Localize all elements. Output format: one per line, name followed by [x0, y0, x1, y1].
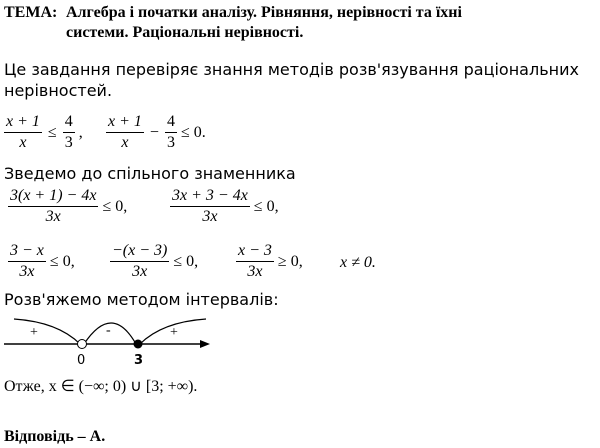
- inequality-moved: $\frac{x + 1}{x}$ − $\frac{4}{3}$ ≤ 0.: [108, 113, 206, 151]
- sign-arc-left: [14, 319, 80, 344]
- fraction: $\frac{4}{3}$: [64, 113, 73, 151]
- inequality-expanded: $\frac{3x + 3 - 4x}{3x}$ ≤ 0,: [172, 187, 279, 225]
- topic-title-line1: Алгебра і початки аналізу. Рівняння, нерівності та їхні: [66, 4, 462, 21]
- point-label-three: 3: [134, 353, 144, 368]
- intro-line1: Це завдання перевіряє знання методів розв'язування раціональних: [4, 60, 579, 79]
- sign-right: +: [170, 325, 178, 340]
- fraction: $\frac{x - 3}{3x}$: [238, 242, 272, 280]
- point-label-zero: 0: [77, 353, 86, 368]
- inequality-factored: $\frac{-(x - 3)}{3x}$ ≤ 0,: [112, 242, 199, 280]
- fraction: $\frac{-(x - 3)}{3x}$: [112, 242, 168, 280]
- inequality-common-den: $\frac{3(x + 1) - 4x}{3x}$ ≤ 0,: [10, 187, 128, 225]
- sign-middle: -: [106, 323, 111, 338]
- arrow-right-icon: [200, 340, 210, 348]
- domain-condition: x ≠ 0.: [340, 254, 376, 271]
- number-line-diagram: [0, 306, 230, 368]
- topic-title-line2: системи. Раціональні нерівності.: [66, 24, 304, 41]
- fraction: $\frac{4}{3}$: [166, 113, 175, 151]
- open-point-zero: [78, 340, 87, 349]
- common-denominator-text: Зведемо до спільного знаменника: [4, 164, 296, 183]
- closed-point-three: [134, 340, 143, 349]
- inequality-simplified: $\frac{3 - x}{3x}$ ≤ 0,: [10, 242, 75, 280]
- fraction: $\frac{3x + 3 - 4x}{3x}$: [172, 187, 248, 225]
- topic-label: ТЕМА:: [4, 4, 58, 21]
- inequality-flipped: $\frac{x - 3}{3x}$ ≥ 0,: [238, 242, 303, 280]
- fraction: $\frac{x + 1}{x}$: [108, 113, 142, 151]
- interval-method-text: Розв'яжемо методом інтервалів:: [4, 290, 279, 309]
- inequality-original: $\frac{x + 1}{x}$ ≤ $\frac{4}{3}$ ,: [6, 113, 83, 151]
- fraction: $\frac{3(x + 1) - 4x}{3x}$: [10, 187, 97, 225]
- answer-text: Відповідь – А.: [4, 428, 106, 445]
- fraction: $\frac{3 - x}{3x}$: [10, 242, 44, 280]
- result-text: Отже, x ∈ (−∞; 0) ∪ [3; +∞).: [4, 378, 198, 395]
- intro-line2: нерівностей.: [4, 81, 113, 100]
- sign-left: +: [30, 325, 38, 340]
- fraction: $\frac{x + 1}{x}$: [6, 113, 40, 151]
